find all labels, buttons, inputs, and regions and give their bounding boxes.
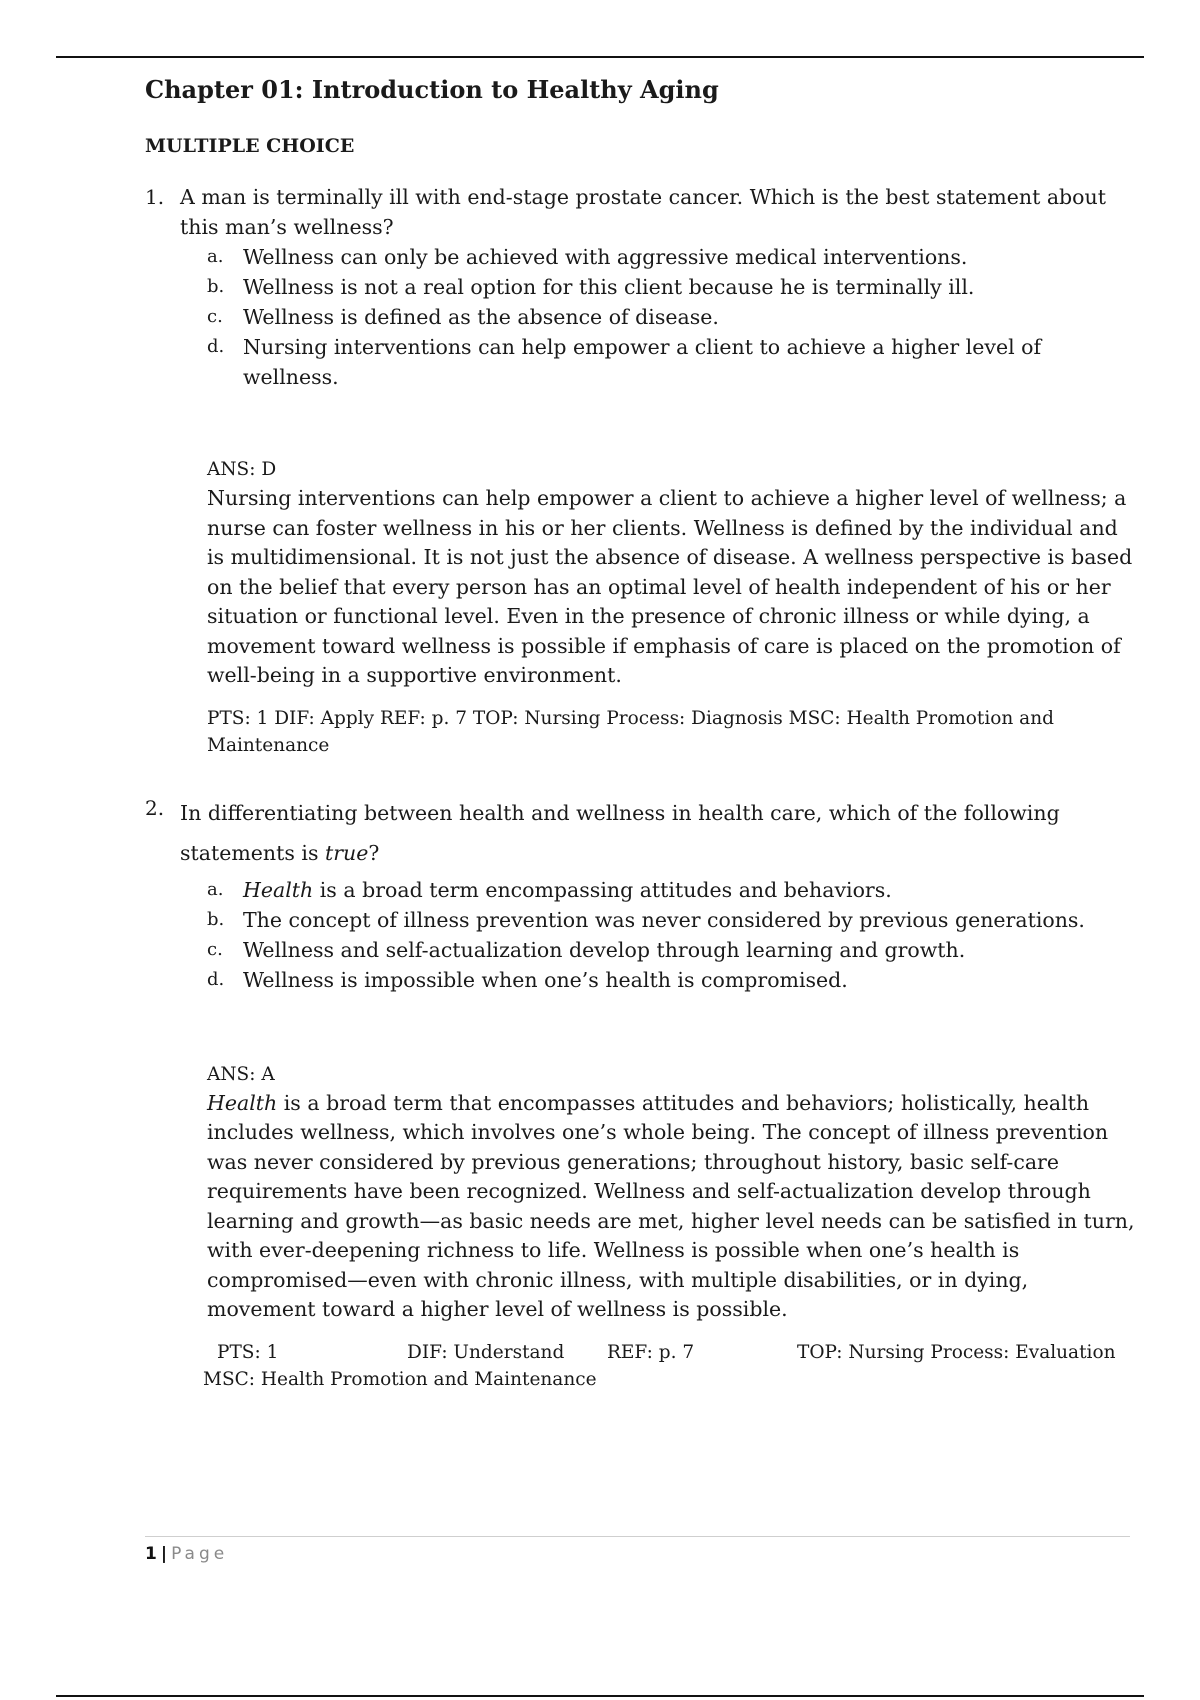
header-rule	[56, 56, 1144, 58]
question-number: 1.	[145, 185, 165, 209]
question-number: 2.	[145, 795, 165, 820]
meta-dif: DIF: Understand	[407, 1341, 565, 1363]
option-letter: d.	[207, 336, 225, 357]
option-b	[207, 272, 1135, 302]
option-a	[207, 242, 1135, 272]
bottom-rule	[56, 1695, 1144, 1697]
answer-options	[207, 875, 1135, 995]
option-d	[207, 332, 1135, 392]
rationale-text: is a broad term that encompasses attitudes and behaviors; holistically, health includes wellness, which involves one’s whole being. The concept of illness prevention was never considered by previous generations; throughout history, basic self-care requirements have been recognized. Wellness and self-actualization develop through learning and growth—as basic needs are met, higher level needs can be satisfied in turn, with ever-deepening richness to life. Wellness is possible when one’s health is compromised—even with chronic illness, with multiple disabilities, or in dying, movement toward a higher level of wellness is possible.	[207, 1090, 1135, 1321]
page-label: Page	[171, 1544, 229, 1564]
option-letter: c.	[207, 306, 223, 327]
page-footer	[145, 1540, 228, 1568]
question-stem	[180, 793, 1135, 873]
option-letter: a.	[207, 246, 224, 267]
footer-separator: |	[160, 1544, 168, 1564]
answer-key: ANS: A	[207, 1063, 275, 1085]
rationale	[207, 1089, 1135, 1325]
question-metadata	[203, 1339, 1135, 1393]
option-text: Wellness can only be achieved with aggressive medical interventions.	[243, 245, 968, 269]
stem-emphasis: true	[325, 840, 369, 865]
option-text: Wellness is defined as the absence of disease.	[243, 305, 719, 329]
page-number: 1	[145, 1544, 157, 1564]
option-c	[207, 302, 1135, 332]
stem-text-end: ?	[368, 840, 380, 865]
option-letter: d.	[207, 968, 225, 990]
option-c	[207, 935, 1135, 965]
option-text: Wellness is not a real option for this client because he is terminally ill.	[243, 275, 975, 299]
question-1	[145, 182, 1135, 759]
question-stem: A man is terminally ill with end-stage prostate cancer. Which is the best statement about this man’s wellness?	[180, 185, 1106, 239]
stem-text: In differentiating between health and wellness in health care, which of the following statements is	[180, 800, 1060, 865]
option-a	[207, 875, 1135, 905]
answer-block	[203, 1061, 1135, 1393]
option-b	[207, 905, 1135, 935]
meta-msc: MSC: Health Promotion and Maintenance	[203, 1368, 597, 1390]
document-page	[145, 70, 1135, 1393]
option-letter: c.	[207, 938, 223, 960]
option-emphasis: Health	[243, 877, 314, 902]
section-title: MULTIPLE CHOICE	[145, 135, 355, 157]
meta-ref: REF: p. 7	[607, 1341, 695, 1363]
answer-options	[207, 242, 1135, 392]
rationale: Nursing interventions can help empower a client to achieve a higher level of wellness; a nurse can foster wellness in his or her clients. Wellness is defined by the individual and is multidimensional. It is not just the absence of disease. A wellness perspective is based on the belief that every person has an optimal level of health independent of his or her situation or functional level. Even in the presence of chronic illness or while dying, a movement toward wellness is possible if emphasis of care is placed on the promotion of well-being in a supportive environment.	[207, 486, 1133, 687]
option-text: Wellness is impossible when one’s health is compromised.	[243, 967, 848, 992]
option-text: Wellness and self-actualization develop through learning and growth.	[243, 937, 966, 962]
rationale-emphasis: Health	[207, 1090, 278, 1115]
question-2	[145, 793, 1135, 1393]
metadata-row	[207, 1339, 1135, 1366]
option-d	[207, 965, 1135, 995]
footer-rule	[145, 1536, 1130, 1537]
option-letter: a.	[207, 878, 224, 900]
answer-block	[207, 456, 1135, 759]
chapter-title: Chapter 01: Introduction to Healthy Aging	[145, 75, 719, 104]
option-text: The concept of illness prevention was never considered by previous generations.	[243, 907, 1085, 932]
meta-pts: PTS: 1	[217, 1341, 279, 1363]
option-letter: b.	[207, 908, 225, 930]
option-text: is a broad term encompassing attitudes and behaviors.	[313, 877, 892, 902]
option-letter: b.	[207, 276, 225, 297]
option-text: Nursing interventions can help empower a client to achieve a higher level of wellness.	[243, 335, 1042, 389]
question-metadata: PTS: 1 DIF: Apply REF: p. 7 TOP: Nursing Process: Diagnosis MSC: Health Promotion and Maintenance	[207, 707, 1054, 756]
answer-key: ANS: D	[207, 459, 277, 480]
meta-top: TOP: Nursing Process: Evaluation	[797, 1341, 1116, 1363]
